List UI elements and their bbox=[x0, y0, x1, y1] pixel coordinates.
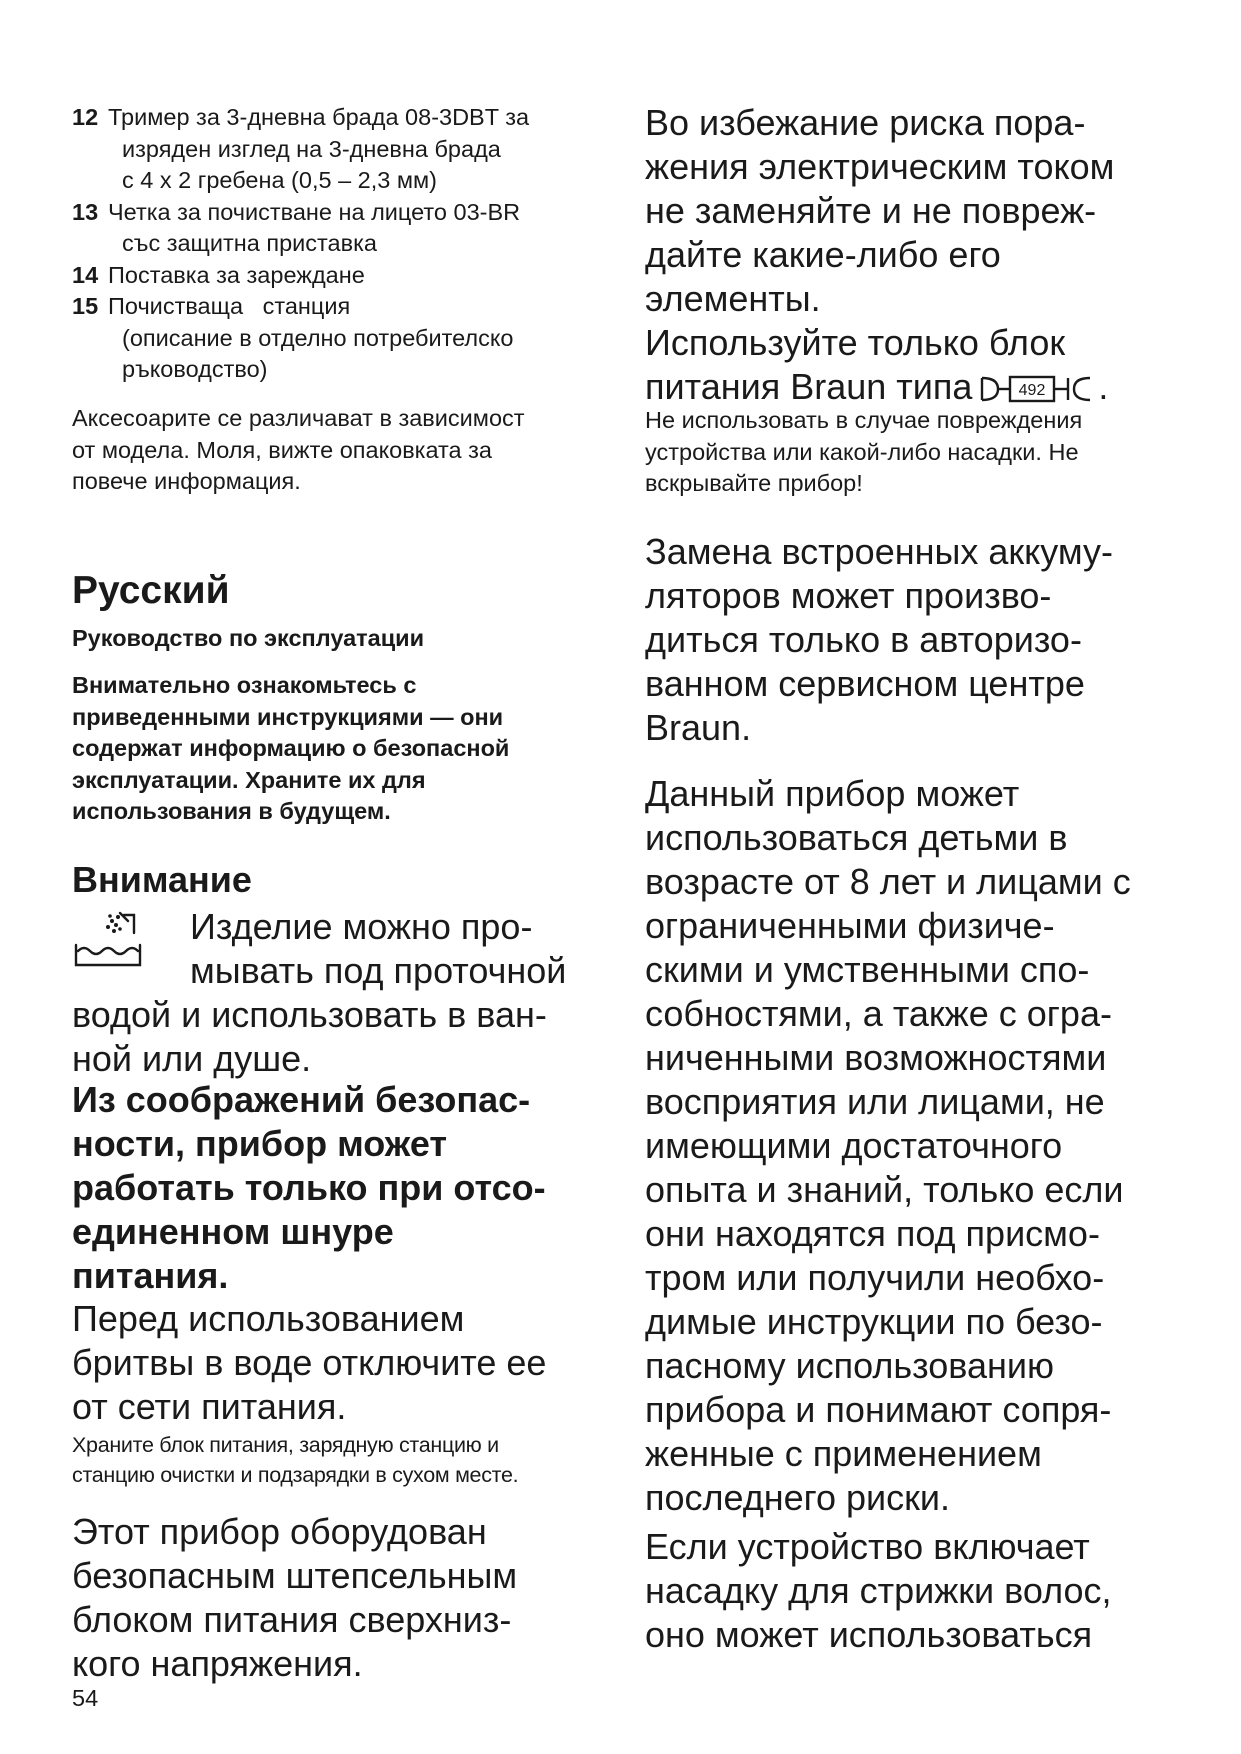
wash-text: Изделие можно про- мывать под проточной водой и использовать в ван- ной или душе. bbox=[72, 906, 567, 1079]
power-unit-type: 492 bbox=[1019, 382, 1046, 400]
power-unit-symbol-icon bbox=[978, 372, 1098, 406]
power-unit-text: Используйте только блок питания Braun типа 492 . bbox=[645, 322, 1109, 407]
parts-list bbox=[72, 102, 602, 386]
safety-warning: Из соображений безопас- ности, прибор может работать только при отсо- единенном шнуре питания. bbox=[72, 1079, 546, 1296]
before-use-text: Перед использованием бритвы в воде отключите ее от сети питания. bbox=[72, 1298, 547, 1427]
equipped-text: Этот прибор оборудован безопасным штепсельным блоком питания сверхниз- кого напряжения. bbox=[72, 1511, 518, 1684]
item-number: 14 bbox=[72, 261, 99, 288]
accessories-note: Аксесоарите се различават в зависимост от модела. Моля, вижте опаковката за повече информация. bbox=[72, 405, 525, 494]
manual-title: Руководство по эксплуатации bbox=[72, 625, 425, 651]
warning-title: Внимание bbox=[72, 859, 252, 900]
hair-attachment-text: Если устройство включает насадку для стрижки волос, оно может использоваться bbox=[645, 1526, 1112, 1655]
list-item: 15 Почистваща станция (описание в отделно потребителско ръководство) bbox=[72, 293, 514, 382]
page-number: 54 bbox=[72, 1685, 99, 1711]
list-item: 14 Поставка за зареждане bbox=[72, 260, 602, 292]
storage-note: Храните блок питания, зарядную станцию и станцию очистки и подзарядки в сухом месте. bbox=[72, 1433, 519, 1487]
section-title: Русский bbox=[72, 569, 230, 612]
intro-text: Внимательно ознакомьтесь с приведенными инструкциями — они содержат информацию о безопасной эксплуатации. Храните их для использования в будущем. bbox=[72, 672, 510, 824]
damage-note: Не использовать в случае повреждения устройства или какой-либо насадки. Не вскрывайте прибор! bbox=[645, 407, 1083, 496]
item-number: 13 bbox=[72, 198, 99, 225]
list-item: 12 Тример за 3-дневна брада 08-3DBT за изряден изглед на 3-дневна брада с 4 x 2 гребена (0,5 – 2,3 мм) bbox=[72, 104, 530, 193]
battery-replacement-text: Замена встроенных аккуму- ляторов может произво- диться только в авторизо- ванном сервисном центре Braun. bbox=[645, 531, 1114, 748]
list-item: 13 Четка за почистване на лицето 03-BR със защитна приставка bbox=[72, 198, 521, 256]
item-number: 15 bbox=[72, 293, 99, 319]
item-number: 12 bbox=[72, 104, 99, 130]
children-use-text: Данный прибор может использоваться детьми в возрасте от 8 лет и лицами с ограниченными физиче- скими и умственными спо- собностями, а также с огра- ниченными возможностями восприятия или лицами, не имеющими достаточного опыта и знаний, только если они находятся под присмо- тром или получили необхо- димые инструкции по безо- пасному использованию прибора и понимают сопря- женные с применением последнего риски. bbox=[645, 773, 1131, 1518]
shock-warning: Во избежание риска пора- жения электрическим током не заменяйте и не повреж- дайте какие-либо его элементы. bbox=[645, 102, 1115, 319]
